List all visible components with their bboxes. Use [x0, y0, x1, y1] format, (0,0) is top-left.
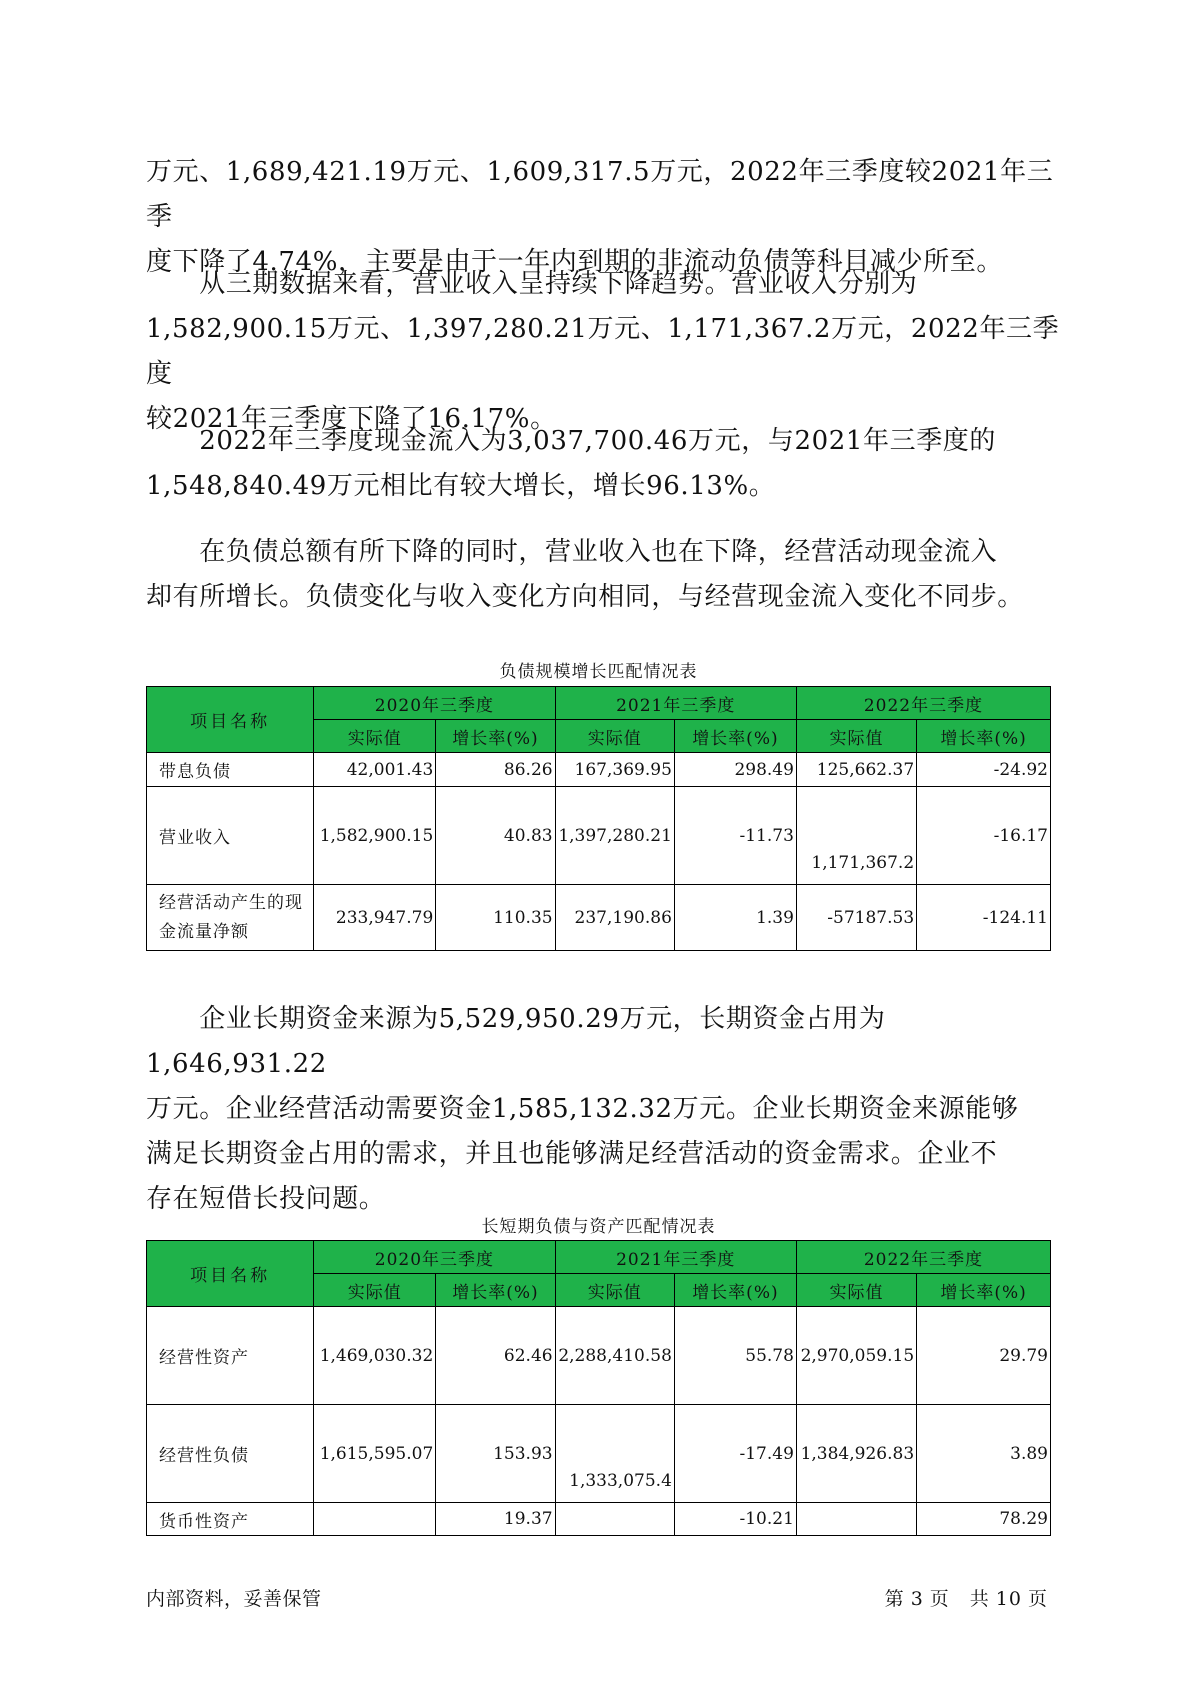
confidentiality-note: 内部资料，妥善保管 — [146, 1588, 322, 1610]
table-cell: -16.17 — [917, 787, 1051, 885]
table-cell — [314, 1503, 436, 1536]
column-header-actual: 实际值 — [314, 1274, 436, 1307]
paragraph-liability-revenue-comparison: 在负债总额有所下降的同时，营业收入也在下降，经营活动现金流入 却有所增长。负债变化与收入变化方向相同，与经营现金流入变化不同步。 — [146, 537, 1024, 612]
column-header-period: 2021年三季度 — [555, 1241, 796, 1274]
table-cell: 125,662.37 — [796, 753, 916, 787]
table-cell: -11.73 — [674, 787, 796, 885]
column-header-growth: 增长率(%) — [436, 720, 555, 753]
table-row — [147, 787, 1051, 885]
table-cell: 110.35 — [436, 885, 555, 951]
table-cell: 86.26 — [436, 753, 555, 787]
table-cell: 62.46 — [436, 1307, 555, 1405]
table2-caption: 长短期负债与资产匹配情况表 — [481, 1217, 716, 1237]
column-header-growth: 增长率(%) — [917, 1274, 1051, 1307]
table-cell: -10.21 — [674, 1503, 796, 1536]
table-cell: 1,615,595.07 — [314, 1405, 436, 1503]
column-header-actual: 实际值 — [796, 1274, 916, 1307]
table-row — [147, 1405, 1051, 1503]
liability-growth-table — [146, 686, 1051, 951]
asset-liability-matching-table — [146, 1240, 1051, 1536]
row-label: 经营性负债 — [147, 1405, 314, 1503]
table-cell: -17.49 — [674, 1405, 796, 1503]
table-cell: 3.89 — [917, 1405, 1051, 1503]
table-cell: -57187.53 — [796, 885, 916, 951]
table-cell: 1,171,367.2 — [796, 787, 916, 885]
table-cell: 298.49 — [674, 753, 796, 787]
table-cell: 2,970,059.15 — [796, 1307, 916, 1405]
table-cell: 78.29 — [917, 1503, 1051, 1536]
table-cell: 167,369.95 — [555, 753, 674, 787]
table-cell: 1,397,280.21 — [555, 787, 674, 885]
table-row — [147, 1307, 1051, 1405]
table-cell: 42,001.43 — [314, 753, 436, 787]
row-label: 带息负债 — [147, 753, 314, 787]
page-mid: 页 共 — [929, 1588, 990, 1610]
table-cell: 1,333,075.4 — [555, 1405, 674, 1503]
row-label: 经营性资产 — [147, 1307, 314, 1405]
table1-caption: 负债规模增长匹配情况表 — [499, 662, 698, 682]
page-prefix: 第 — [884, 1588, 905, 1610]
paragraph-long-term-funding: 企业长期资金来源为5,529,950.29万元，长期资金占用为1,646,931.22 万元。企业经营活动需要资金1,585,132.32万元。企业长期资金来源能够 满足长期资金占用的需求，并且也能够满足经营活动的资金需求。企业不 存在短借长投问题。 — [146, 1004, 1019, 1214]
column-header-growth: 增长率(%) — [436, 1274, 555, 1307]
table-cell: 1,469,030.32 — [314, 1307, 436, 1405]
table-row — [147, 753, 1051, 787]
table-cell: 237,190.86 — [555, 885, 674, 951]
column-header-actual: 实际值 — [314, 720, 436, 753]
paragraph-revenue-trend: 从三期数据来看，营业收入呈持续下降趋势。营业收入分别为 1,582,900.15万元、1,397,280.21万元、1,171,367.2万元，2022年三季度 较2021年三季度下降了16.17%。 — [146, 269, 1060, 434]
row-label: 货币性资产 — [147, 1503, 314, 1536]
column-header-actual: 实际值 — [555, 720, 674, 753]
table-cell — [796, 1503, 916, 1536]
table-cell — [555, 1503, 674, 1536]
page-current: 3 — [910, 1588, 924, 1610]
table-cell: 233,947.79 — [314, 885, 436, 951]
row-label: 经营活动产生的现金流量净额 — [147, 885, 314, 951]
table-row — [147, 1503, 1051, 1536]
column-header-period: 2020年三季度 — [314, 1241, 555, 1274]
table-cell: 1,582,900.15 — [314, 787, 436, 885]
column-header-actual: 实际值 — [796, 720, 916, 753]
column-header-period: 2021年三季度 — [555, 687, 796, 720]
table-cell: 2,288,410.58 — [555, 1307, 674, 1405]
table-cell: 55.78 — [674, 1307, 796, 1405]
table-cell: 1,384,926.83 — [796, 1405, 916, 1503]
table-cell: -24.92 — [917, 753, 1051, 787]
column-header-growth: 增长率(%) — [917, 720, 1051, 753]
table-cell: 40.83 — [436, 787, 555, 885]
column-header-actual: 实际值 — [555, 1274, 674, 1307]
table-cell: 153.93 — [436, 1405, 555, 1503]
column-header-item-name: 项目名称 — [147, 1241, 314, 1307]
column-header-item-name: 项目名称 — [147, 687, 314, 753]
column-header-period: 2022年三季度 — [796, 687, 1050, 720]
table-cell: 29.79 — [917, 1307, 1051, 1405]
page-suffix: 页 — [1027, 1588, 1048, 1610]
column-header-period: 2022年三季度 — [796, 1241, 1050, 1274]
row-label: 营业收入 — [147, 787, 314, 885]
column-header-growth: 增长率(%) — [674, 1274, 796, 1307]
page-number — [882, 1584, 1051, 1611]
table-cell: -124.11 — [917, 885, 1051, 951]
paragraph-liability-decline: 万元、1,689,421.19万元、1,609,317.5万元，2022年三季度较2021年三季 度下降了4.74%，主要是由于一年内到期的非流动负债等科目减少所至。 — [146, 157, 1054, 277]
table-cell: 1.39 — [674, 885, 796, 951]
paragraph-cash-inflow: 2022年三季度现金流入为3,037,700.46万元，与2021年三季度的 1,548,840.49万元相比有较大增长，增长96.13%。 — [146, 426, 997, 501]
table-cell: 19.37 — [436, 1503, 555, 1536]
column-header-growth: 增长率(%) — [674, 720, 796, 753]
page-total: 10 — [995, 1588, 1022, 1610]
table-row — [147, 885, 1051, 951]
column-header-period: 2020年三季度 — [314, 687, 555, 720]
